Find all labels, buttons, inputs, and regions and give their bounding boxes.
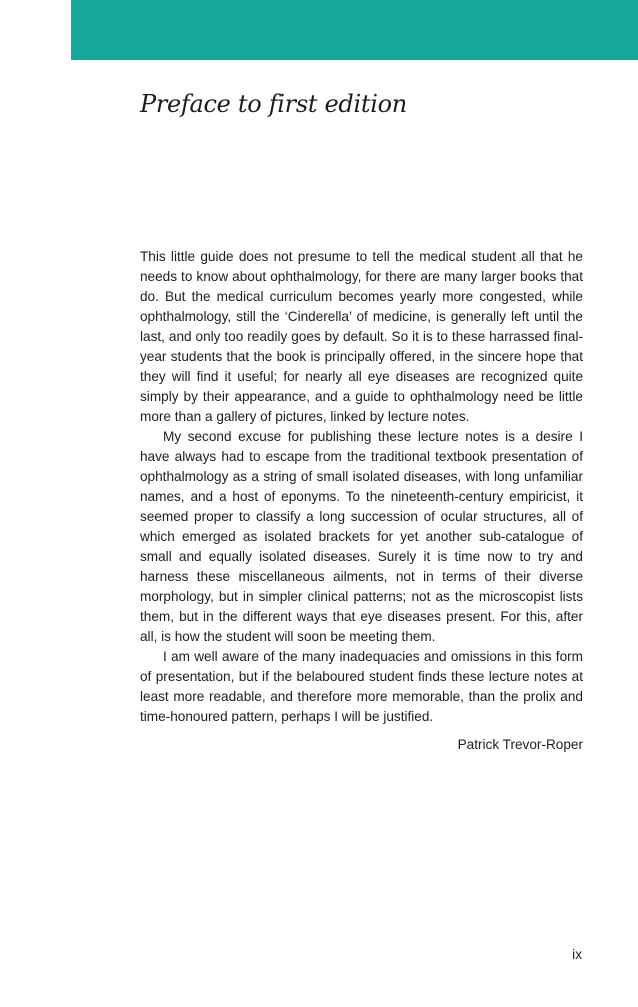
paragraph-1: This little guide does not presume to tell the medical student all that he needs to know about ophthalmology, for there are many larger books that do. But the medical curriculum becomes yearly more congested, while ophthalmology, still the ‘Cinderella’ of medicine, is generally left until the last, and only too readily goes by default. So it is to these harrassed final-year students that the book is principally offered, in the sincere hope that they will find it useful; for nearly all eye diseases are recognized quite simply by their appearance, and a guide to ophthalmology need be little more than a gallery of pictures, linked by lecture notes. bbox=[140, 249, 583, 424]
paragraph-3: I am well aware of the many inadequacies and omissions in this form of presentation, but if the belaboured student finds these lecture notes at least more readable, and therefore more memorable, than the prolix and time-honoured pattern, perhaps I will be justified. bbox=[140, 649, 583, 724]
preface-body bbox=[140, 247, 583, 727]
author-signature: Patrick Trevor-Roper bbox=[457, 737, 583, 752]
paragraph-2: My second excuse for publishing these lecture notes is a desire I have always had to escape from the traditional textbook presentation of ophthalmology as a string of small isolated diseases, with long unfamiliar names, and a host of eponyms. To the nineteenth-century empiricist, it seemed proper to classify a long succession of ocular structures, all of which emerged as isolated brackets for yet another sub-catalogue of small and equally isolated diseases. Surely it is time now to try and harness these miscellaneous ailments, not in terms of their diverse morphology, but in simpler clinical patterns; not as the microscopist lists them, but in the different ways that eye diseases present. For this, after all, is how the student will soon be meeting them. bbox=[140, 429, 583, 644]
page-title: Preface to first edition bbox=[140, 90, 407, 118]
header-color-band bbox=[71, 0, 638, 60]
page-number: ix bbox=[572, 947, 582, 962]
